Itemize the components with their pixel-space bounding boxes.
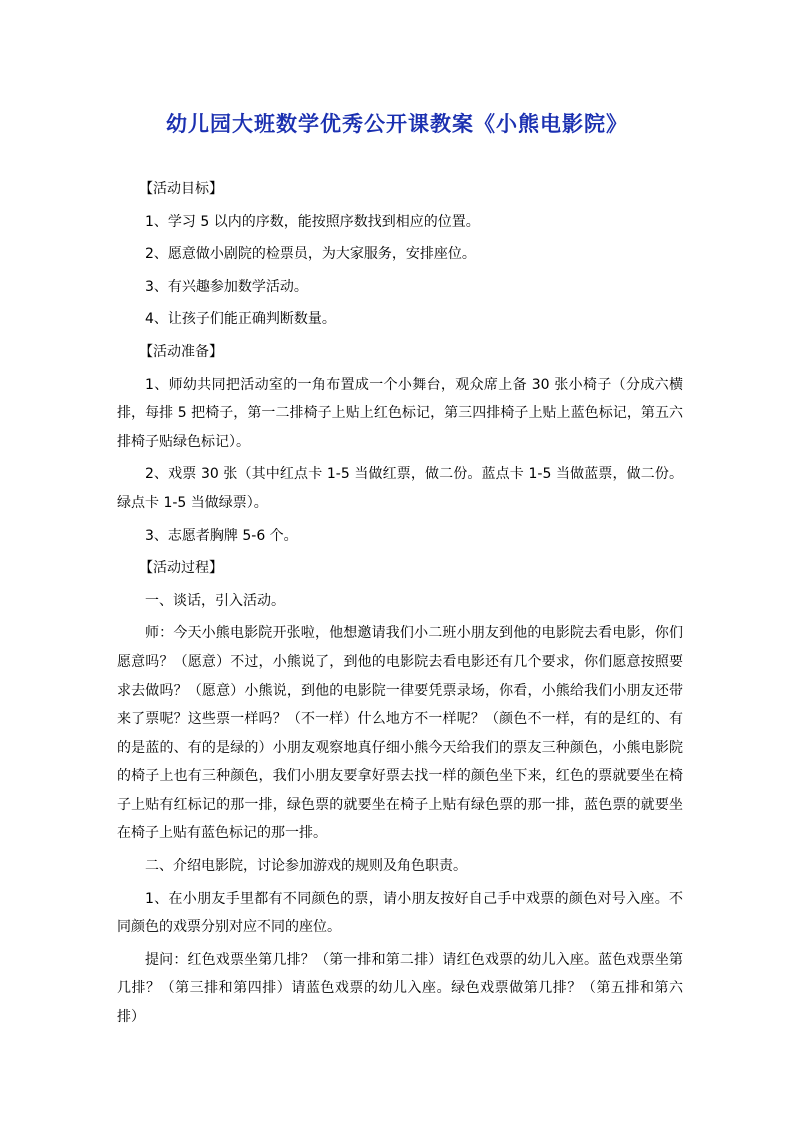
process-step-1-text: 师：今天小熊电影院开张啦，他想邀请我们小二班小朋友到他的电影院去看电影，你们愿意吗？（愿意）不过，小熊说了，到他的电影院去看电影还有几个要求，你们愿意按照要求去做吗？（愿意）小熊说，到他的电影院一律要凭票录场，你看，小熊给我们小朋友还带来了票呢？这些票一样吗？（不一样）什么地方不一样呢？（颜色不一样，有的是红的、有的是蓝的、有的是绿的）小朋友观察地真仔细小熊今天给我们的票友三种颜色，小熊电影院的椅子上也有三种颜色，我们小朋友要拿好票去找一样的颜色坐下来，红色的票就要坐在椅子上贴有红标记的那一排，绿色票的就要坐在椅子上贴有绿色票的那一排，蓝色票的就要坐在椅子上贴有蓝色标记的那一排。 bbox=[117, 625, 683, 842]
preparation-item-1: 1、师幼共同把活动室的一角布置成一个小舞台，观众席上备 30 张小椅子（分成六横排，每排 5 把椅子，第一二排椅子上贴上红色标记，第三四排椅子上贴上蓝色标记，第五六排椅子贴绿色标记）。 bbox=[117, 376, 683, 450]
process-step-2-item-1: 1、在小朋友手里都有不同颜色的票，请小朋友按好自己手中戏票的颜色对号入座。不同颜色的戏票分别对应不同的座位。 bbox=[117, 890, 683, 936]
document-title: 幼儿园大班数学优秀公开课教案《小熊电影院》 bbox=[166, 111, 628, 136]
process-step-2-heading: 二、介绍电影院，讨论参加游戏的规则及角色职责。 bbox=[145, 858, 467, 875]
section-heading-goals: 【活动目标】 bbox=[139, 181, 223, 197]
section-heading-preparation: 【活动准备】 bbox=[139, 343, 223, 360]
goal-item-4: 4、让孩子们能正确判断数量。 bbox=[145, 311, 336, 328]
goal-item-1: 1、学习 5 以内的序数，能按照序数找到相应的位置。 bbox=[145, 213, 480, 230]
document-body bbox=[117, 175, 683, 1036]
section-heading-process: 【活动过程】 bbox=[139, 560, 223, 577]
preparation-item-3: 3、志愿者胸牌 5-6 个。 bbox=[145, 527, 298, 544]
process-step-1-heading: 一、谈话，引入活动。 bbox=[145, 592, 285, 609]
preparation-item-2: 2、戏票 30 张（其中红点卡 1-5 当做红票，做二份。蓝点卡 1-5 当做蓝票，做二份。绿点卡 1-5 当做绿票）。 bbox=[117, 466, 683, 511]
goal-item-2: 2、愿意做小剧院的检票员，为大家服务，安排座位。 bbox=[145, 246, 476, 263]
process-step-2-questions: 提问：红色戏票坐第几排？（第一排和第二排）请红色戏票的幼儿入座。蓝色戏票坐第几排？（第三排和第四排）请蓝色戏票的幼儿入座。绿色戏票做第几排？（第五排和第六排） bbox=[117, 951, 683, 1026]
goal-item-3: 3、有兴趣参加数学活动。 bbox=[145, 278, 308, 295]
